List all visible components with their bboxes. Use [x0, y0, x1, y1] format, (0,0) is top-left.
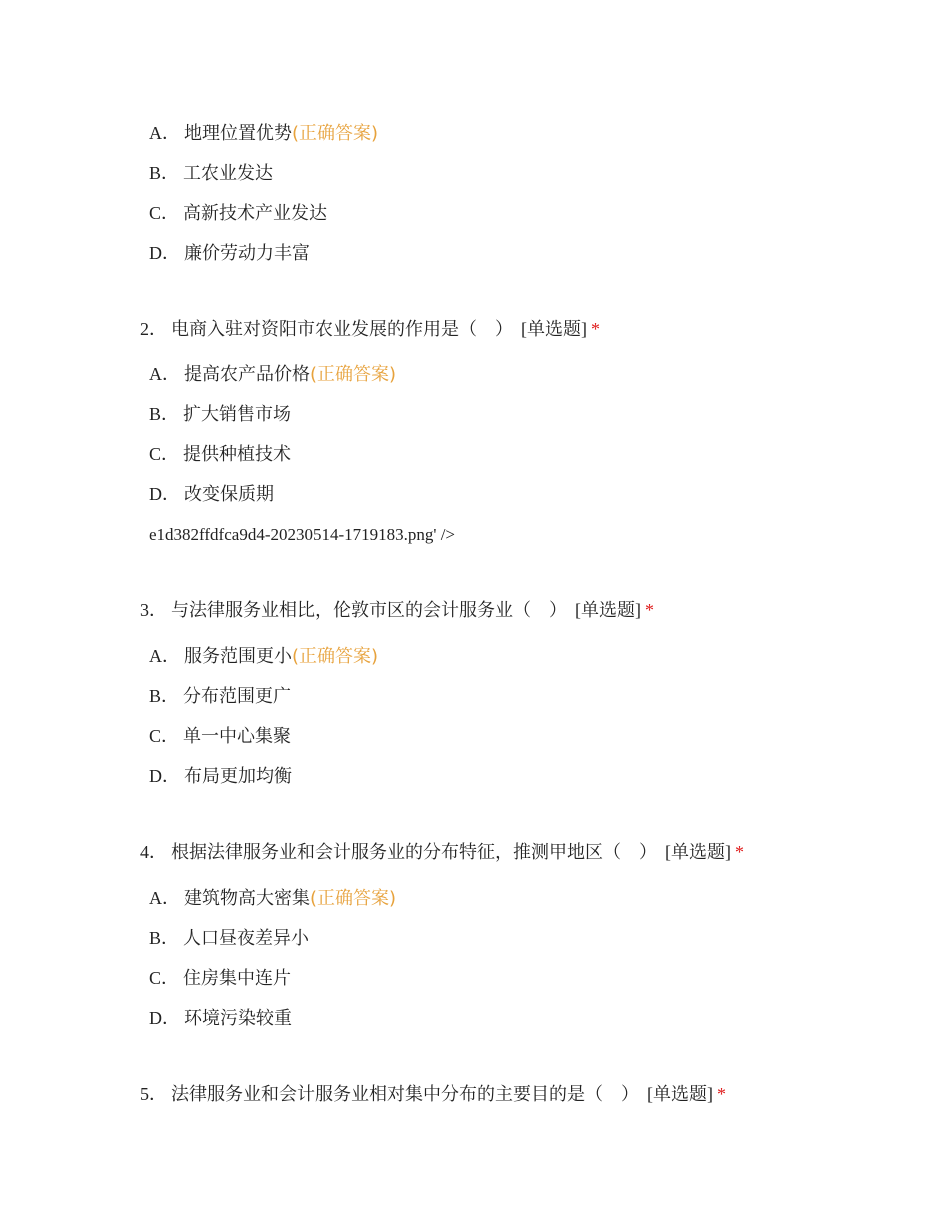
option-letter: A．: [149, 123, 180, 143]
option-text: 分布范围更广: [183, 686, 292, 707]
q5-stem: [140, 1082, 726, 1107]
option-text: 改变保质期: [184, 484, 274, 505]
correct-answer-tag: (正确答案): [310, 364, 397, 385]
option-letter: C．: [149, 444, 180, 464]
question-type: [单选题]: [665, 842, 731, 862]
required-marker: *: [717, 1084, 726, 1104]
broken-image-text: e1d382ffdfca9d4-20230514-1719183.png' />: [149, 525, 456, 544]
q2-option-a: [149, 362, 396, 387]
q1-option-d: [149, 241, 310, 266]
option-letter: C．: [149, 203, 180, 223]
q3-stem: [140, 598, 654, 623]
q4-stem: [140, 840, 744, 865]
question-type: [单选题]: [521, 319, 587, 339]
question-text: 与法律服务业相比，伦敦市区的会计服务业（ ）: [171, 600, 567, 621]
q3-option-c: [149, 724, 291, 749]
option-text: 建筑物高大密集: [184, 888, 310, 909]
q2-option-b: [149, 402, 291, 427]
option-text: 提高农产品价格: [184, 364, 310, 385]
q2-stem: [140, 317, 600, 342]
option-letter: A．: [149, 364, 180, 384]
option-text: 工农业发达: [183, 163, 274, 184]
question-text: 根据法律服务业和会计服务业的分布特征，推测甲地区（ ）: [171, 842, 657, 863]
question-type: [单选题]: [575, 600, 641, 620]
option-text: 廉价劳动力丰富: [184, 243, 310, 264]
q4-option-c: [149, 966, 291, 991]
q3-option-b: [149, 684, 291, 709]
option-letter: C．: [149, 726, 180, 746]
option-letter: D．: [149, 1008, 180, 1028]
option-text: 环境污染较重: [184, 1008, 292, 1029]
correct-answer-tag: (正确答案): [292, 646, 379, 667]
option-text: 住房集中连片: [183, 968, 292, 989]
option-letter: B．: [149, 163, 180, 183]
q4-option-a: [149, 886, 396, 911]
question-number: 5．: [140, 1084, 167, 1104]
q3-option-a: [149, 644, 378, 669]
option-letter: B．: [149, 686, 180, 706]
option-letter: C．: [149, 968, 180, 988]
option-text: 高新技术产业发达: [183, 203, 328, 224]
q1-option-a: [149, 121, 378, 146]
q1-option-c: [149, 201, 327, 226]
option-text: 提供种植技术: [183, 444, 292, 465]
required-marker: *: [735, 842, 744, 862]
option-letter: B．: [149, 928, 180, 948]
option-text: 服务范围更小: [184, 646, 292, 667]
option-letter: A．: [149, 646, 180, 666]
question-text: 法律服务业和会计服务业相对集中分布的主要目的是（ ）: [171, 1084, 639, 1105]
option-text: 布局更加均衡: [184, 766, 292, 787]
option-letter: D．: [149, 766, 180, 786]
option-text: 单一中心集聚: [183, 726, 292, 747]
correct-answer-tag: (正确答案): [292, 123, 379, 144]
question-number: 2．: [140, 319, 167, 339]
question-type: [单选题]: [647, 1084, 713, 1104]
required-marker: *: [591, 319, 600, 339]
option-letter: B．: [149, 404, 180, 424]
q4-option-b: [149, 926, 309, 951]
option-letter: D．: [149, 243, 180, 263]
option-text: 扩大销售市场: [183, 404, 292, 425]
q4-option-d: [149, 1006, 292, 1031]
q1-option-b: [149, 161, 273, 186]
option-text: 地理位置优势: [184, 123, 292, 144]
correct-answer-tag: (正确答案): [310, 888, 397, 909]
option-letter: D．: [149, 484, 180, 504]
option-text: 人口昼夜差异小: [183, 928, 310, 949]
required-marker: *: [645, 600, 654, 620]
option-letter: A．: [149, 888, 180, 908]
question-number: 4．: [140, 842, 167, 862]
question-text: 电商入驻对资阳市农业发展的作用是（ ）: [171, 319, 513, 340]
q2-option-c: [149, 442, 291, 467]
question-number: 3．: [140, 600, 167, 620]
q3-option-d: [149, 764, 292, 789]
q2-option-d: [149, 482, 274, 507]
